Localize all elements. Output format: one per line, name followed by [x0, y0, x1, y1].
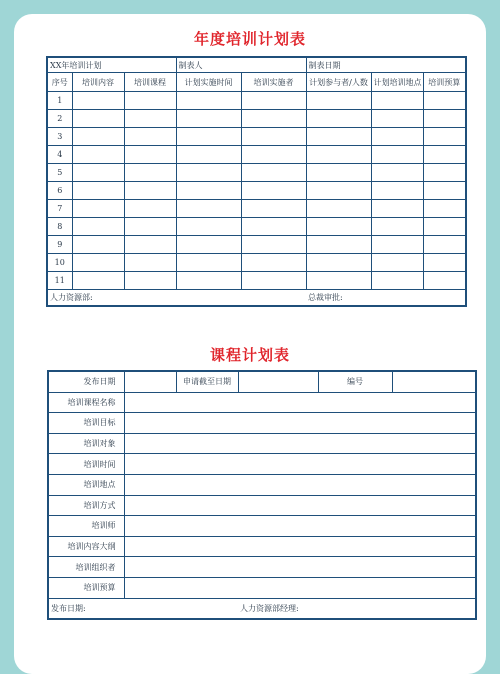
header-cell: 培训预算	[423, 73, 466, 92]
table-row	[47, 110, 466, 128]
table-row	[47, 164, 466, 182]
table-cell[interactable]	[371, 146, 423, 164]
course-field-row	[48, 413, 476, 434]
field-label: 培训课程名称	[48, 392, 124, 413]
table-cell[interactable]	[371, 254, 423, 272]
course-publish-date-label: 发布日期:	[48, 598, 238, 619]
course-field-row	[48, 536, 476, 557]
annual-plan-table	[46, 56, 467, 307]
row-number: 9	[47, 236, 72, 254]
table-cell[interactable]	[176, 182, 241, 200]
course-field-row	[48, 557, 476, 578]
table-cell[interactable]	[176, 218, 241, 236]
publish-date-value[interactable]	[124, 371, 176, 392]
table-cell[interactable]	[176, 110, 241, 128]
table-header-row	[47, 73, 466, 92]
field-value[interactable]	[124, 454, 476, 475]
table-cell[interactable]	[176, 164, 241, 182]
publish-date-label: 发布日期	[48, 371, 124, 392]
table-cell[interactable]	[306, 218, 371, 236]
table-cell[interactable]	[423, 200, 466, 218]
row-number: 3	[47, 128, 72, 146]
table-cell[interactable]	[371, 218, 423, 236]
table-cell[interactable]	[241, 236, 306, 254]
field-label: 培训师	[48, 516, 124, 537]
row-number: 7	[47, 200, 72, 218]
table-cell[interactable]	[423, 128, 466, 146]
course-field-row	[48, 495, 476, 516]
table-cell[interactable]	[72, 200, 124, 218]
table-cell[interactable]	[306, 164, 371, 182]
table-row	[47, 236, 466, 254]
field-label: 培训时间	[48, 454, 124, 475]
row-number: 11	[47, 272, 72, 290]
table-cell[interactable]	[241, 164, 306, 182]
field-value[interactable]	[124, 516, 476, 537]
table-cell[interactable]	[176, 146, 241, 164]
table-cell[interactable]	[306, 182, 371, 200]
table-cell[interactable]	[241, 200, 306, 218]
field-label: 培训地点	[48, 474, 124, 495]
course-plan-title: 课程计划表	[209, 346, 290, 364]
field-value[interactable]	[124, 474, 476, 495]
course-plan-table	[47, 370, 477, 620]
table-cell[interactable]	[124, 200, 176, 218]
header-cell: 计划实施时间	[176, 73, 241, 92]
hr-manager-label: 人力资源部经理:	[238, 598, 476, 619]
row-number: 6	[47, 182, 72, 200]
table-cell[interactable]	[241, 128, 306, 146]
table-cell[interactable]	[72, 218, 124, 236]
table-cell[interactable]	[306, 272, 371, 290]
table-cell[interactable]	[423, 236, 466, 254]
header-cell: 培训实施者	[241, 73, 306, 92]
table-cell[interactable]	[241, 182, 306, 200]
plan-year-label: XX年培训计划	[47, 57, 176, 73]
make-date-label: 制表日期	[306, 57, 466, 73]
deadline-value[interactable]	[238, 371, 318, 392]
ceo-approval-label: 总裁审批:	[306, 290, 466, 307]
row-number: 1	[47, 92, 72, 110]
table-cell[interactable]	[423, 146, 466, 164]
table-cell[interactable]	[124, 128, 176, 146]
table-cell[interactable]	[371, 182, 423, 200]
table-row	[47, 200, 466, 218]
course-field-row	[48, 516, 476, 537]
field-label: 培训方式	[48, 495, 124, 516]
table-cell[interactable]	[72, 128, 124, 146]
field-label: 培训对象	[48, 433, 124, 454]
table-cell[interactable]	[306, 128, 371, 146]
field-label: 培训预算	[48, 577, 124, 598]
deadline-label: 申请截至日期	[176, 371, 238, 392]
table-cell[interactable]	[371, 92, 423, 110]
table-cell[interactable]	[72, 164, 124, 182]
table-cell[interactable]	[124, 236, 176, 254]
table-cell[interactable]	[306, 110, 371, 128]
row-number: 8	[47, 218, 72, 236]
table-cell[interactable]	[176, 236, 241, 254]
table-cell[interactable]	[241, 254, 306, 272]
table-cell[interactable]	[72, 254, 124, 272]
table-cell[interactable]	[124, 92, 176, 110]
table-cell[interactable]	[241, 218, 306, 236]
header-cell: 计划参与者/人数	[306, 73, 371, 92]
table-cell[interactable]	[241, 272, 306, 290]
table-cell[interactable]	[124, 218, 176, 236]
field-value[interactable]	[124, 536, 476, 557]
table-cell[interactable]	[371, 272, 423, 290]
field-label: 培训目标	[48, 413, 124, 434]
table-cell[interactable]	[423, 254, 466, 272]
annual-plan-title: 年度培训计划表	[193, 30, 306, 48]
table-cell[interactable]	[176, 272, 241, 290]
table-cell[interactable]	[306, 200, 371, 218]
row-number: 4	[47, 146, 72, 164]
hr-dept-label: 人力资源部:	[47, 290, 306, 307]
row-number: 2	[47, 110, 72, 128]
field-value[interactable]	[124, 392, 476, 413]
table-cell[interactable]	[72, 272, 124, 290]
table-cell[interactable]	[124, 182, 176, 200]
course-field-row	[48, 392, 476, 413]
table-cell[interactable]	[423, 110, 466, 128]
table-footer-row	[47, 290, 466, 307]
table-cell[interactable]	[124, 146, 176, 164]
header-cell: 序号	[47, 73, 72, 92]
header-cell: 培训内容	[72, 73, 124, 92]
table-cell[interactable]	[306, 146, 371, 164]
table-row	[47, 128, 466, 146]
table-cell[interactable]	[423, 92, 466, 110]
table-row	[47, 272, 466, 290]
table-cell[interactable]	[124, 164, 176, 182]
table-cell[interactable]	[241, 110, 306, 128]
table-cell[interactable]	[306, 254, 371, 272]
table-row	[47, 218, 466, 236]
table-row	[47, 254, 466, 272]
table-cell[interactable]	[72, 182, 124, 200]
field-label: 培训内容大纲	[48, 536, 124, 557]
course-footer-row	[48, 598, 476, 619]
table-cell[interactable]	[423, 164, 466, 182]
course-field-row	[48, 474, 476, 495]
course-field-row	[48, 454, 476, 475]
header-cell: 计划培训地点	[371, 73, 423, 92]
course-field-row	[48, 577, 476, 598]
table-cell[interactable]	[241, 146, 306, 164]
table-cell[interactable]	[306, 236, 371, 254]
table-cell[interactable]	[176, 92, 241, 110]
table-cell[interactable]	[176, 200, 241, 218]
table-cell[interactable]	[371, 200, 423, 218]
table-cell[interactable]	[423, 218, 466, 236]
field-label: 培训组织者	[48, 557, 124, 578]
table-cell[interactable]	[306, 92, 371, 110]
table-cell[interactable]	[124, 254, 176, 272]
course-top-row	[48, 371, 476, 392]
table-cell[interactable]	[371, 110, 423, 128]
field-value[interactable]	[124, 577, 476, 598]
table-cell[interactable]	[176, 254, 241, 272]
maker-label: 制表人	[176, 57, 306, 73]
table-cell[interactable]	[72, 92, 124, 110]
table-cell[interactable]	[241, 92, 306, 110]
number-value[interactable]	[392, 371, 476, 392]
table-cell[interactable]	[72, 236, 124, 254]
header-cell: 培训课程	[124, 73, 176, 92]
table-cell[interactable]	[423, 182, 466, 200]
table-cell[interactable]	[124, 272, 176, 290]
row-number: 10	[47, 254, 72, 272]
table-cell[interactable]	[371, 164, 423, 182]
table-cell[interactable]	[371, 236, 423, 254]
table-cell[interactable]	[124, 110, 176, 128]
course-field-row	[48, 433, 476, 454]
table-row	[47, 146, 466, 164]
table-cell[interactable]	[72, 110, 124, 128]
number-label: 编号	[318, 371, 392, 392]
row-number: 5	[47, 164, 72, 182]
table-row	[47, 92, 466, 110]
table-cell[interactable]	[423, 272, 466, 290]
field-value[interactable]	[124, 495, 476, 516]
table-cell[interactable]	[176, 128, 241, 146]
table-meta-row	[47, 57, 466, 73]
field-value[interactable]	[124, 413, 476, 434]
table-row	[47, 182, 466, 200]
table-cell[interactable]	[72, 146, 124, 164]
field-value[interactable]	[124, 557, 476, 578]
field-value[interactable]	[124, 433, 476, 454]
table-cell[interactable]	[371, 128, 423, 146]
